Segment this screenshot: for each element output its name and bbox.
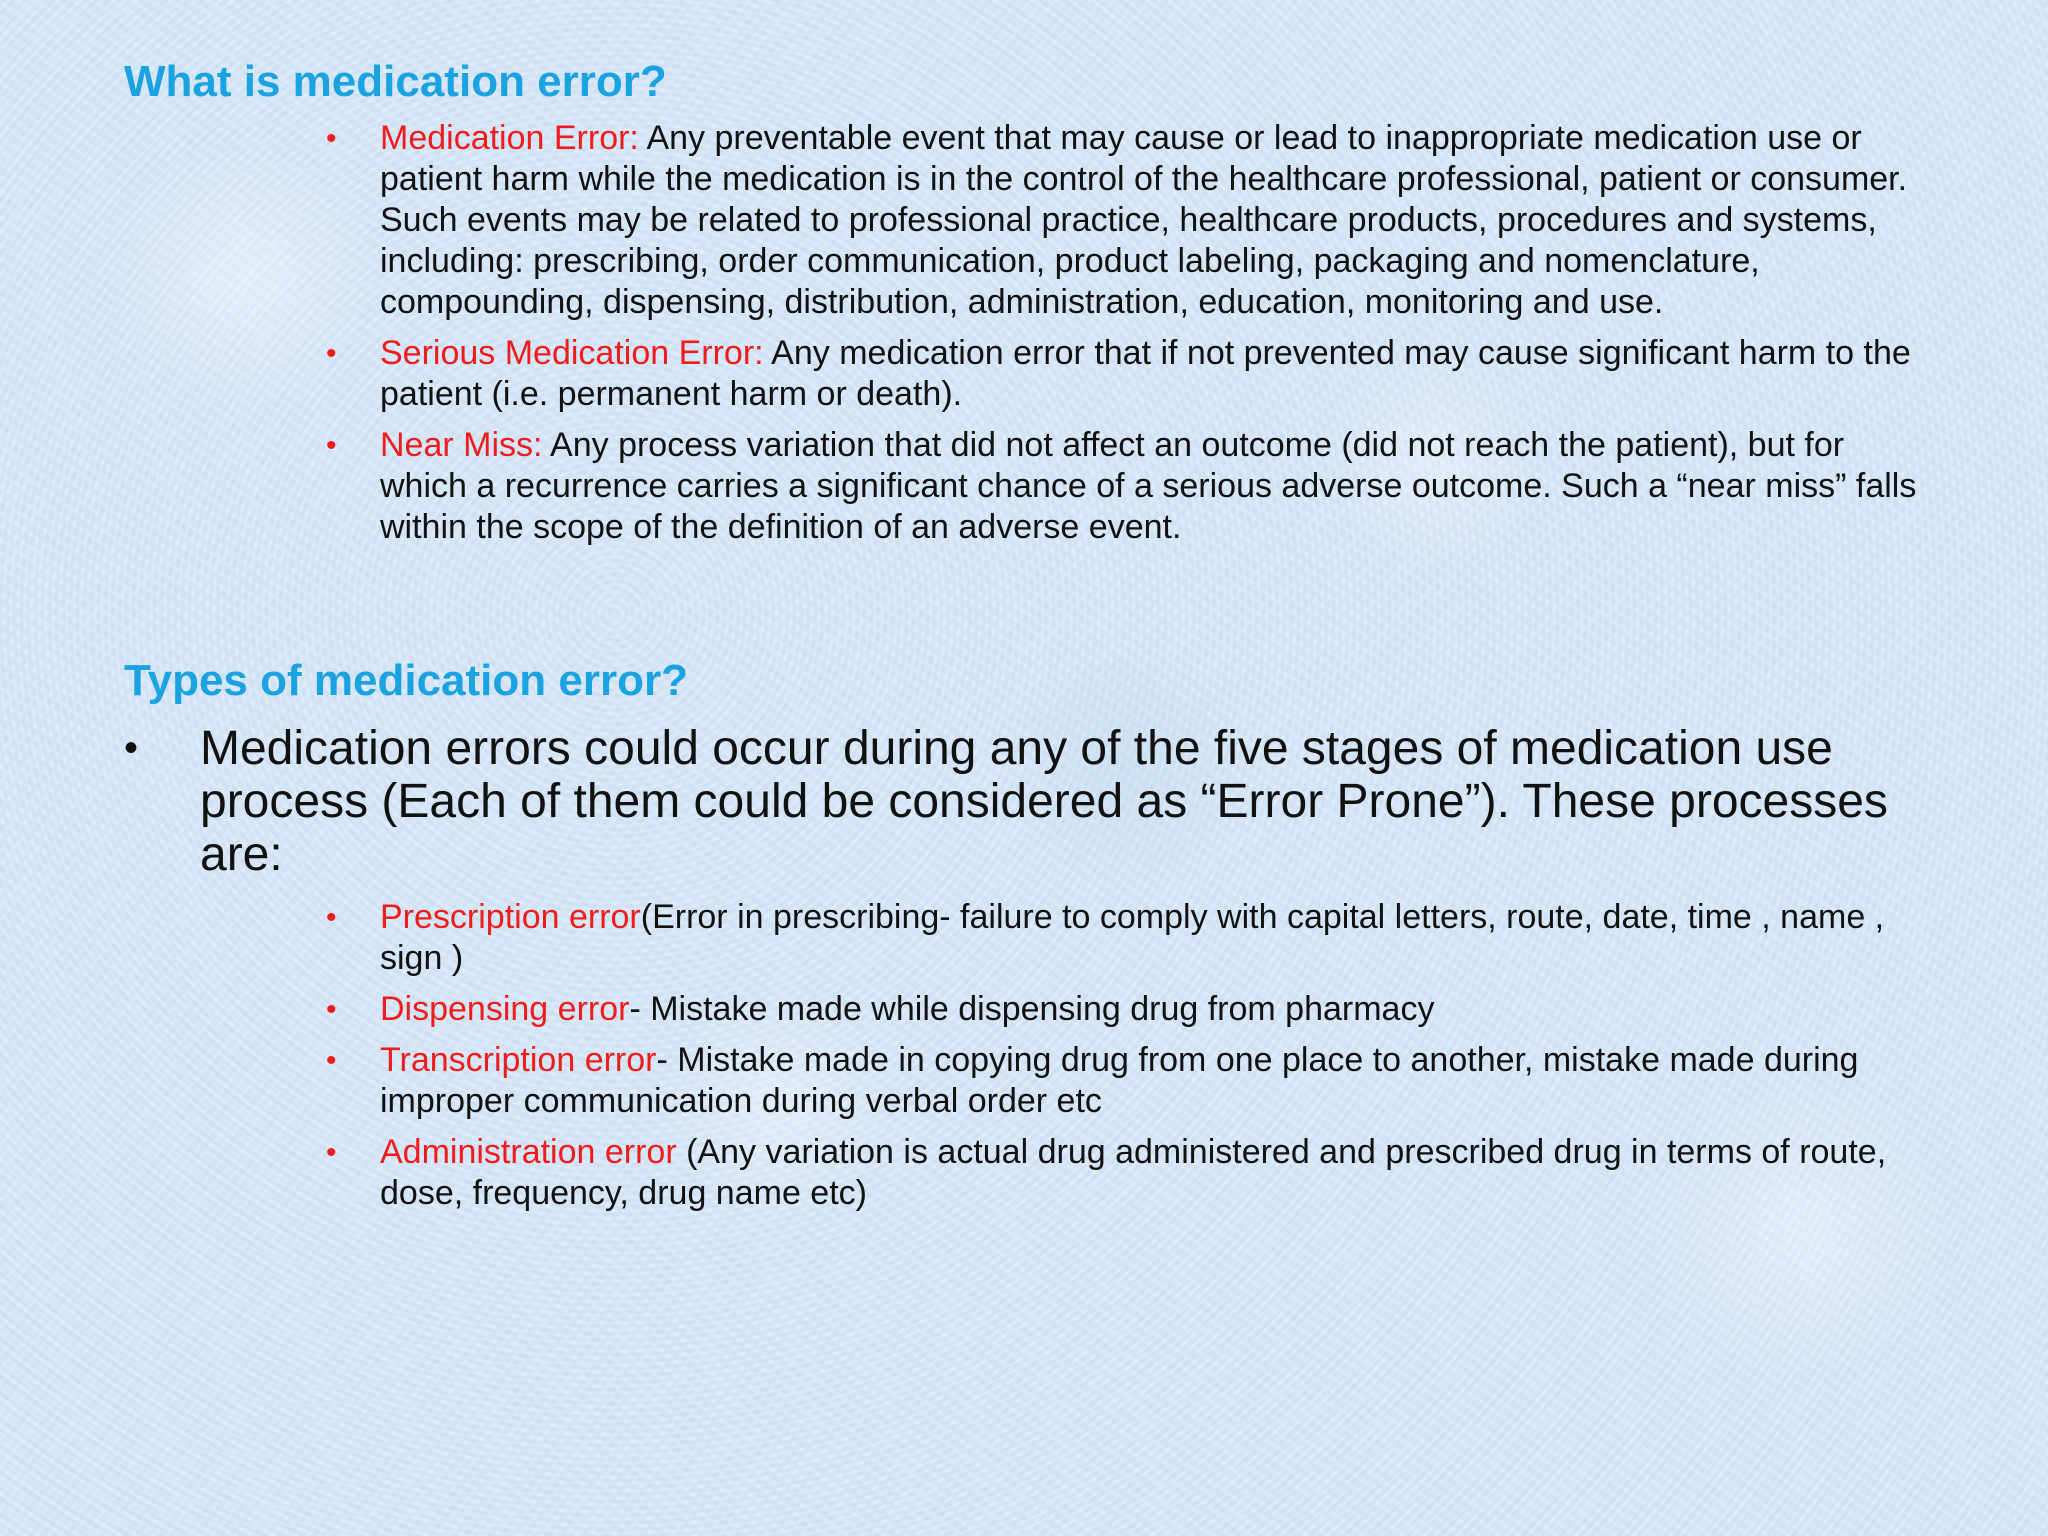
type-term: Transcription error [380, 1041, 657, 1079]
definition-text: Any medication error that if not prevented may cause significant harm to the patient (i.e. permanent harm or death). [380, 334, 1911, 413]
main-point-text: Medication errors could occur during any of the five stages of medication use process (Each of them could be considered as “Error Prone”). These processes are: [200, 722, 1888, 881]
bullet-icon: • [326, 1136, 337, 1169]
bullet-icon: • [326, 901, 337, 934]
main-point [124, 722, 1914, 881]
heading-types-of-medication-error: Types of medication error? [124, 656, 688, 705]
bullet-icon: • [326, 1044, 337, 1077]
types-list [326, 897, 1926, 1224]
type-item-transcription-error [326, 1040, 1926, 1122]
type-term: Dispensing error [380, 990, 630, 1028]
definitions-list [326, 118, 1926, 558]
bullet-icon: • [124, 726, 139, 770]
bullet-icon: • [326, 429, 337, 462]
type-text: (Error in prescribing- failure to comply with capital letters, route, date, time , name , sign ) [380, 898, 1885, 977]
type-term: Prescription error [380, 898, 641, 936]
type-item-dispensing-error [326, 989, 1926, 1030]
bullet-icon: • [326, 337, 337, 370]
definition-term: Serious Medication Error: [380, 334, 764, 372]
definition-item-medication-error [326, 118, 1926, 323]
definition-text: Any preventable event that may cause or lead to inappropriate medication use or patient harm while the medication is in the control of the healthcare professional, patient or consumer. Such events may be related to professional practice, healthcare products, procedures and systems, including: prescribing, order communication, product labeling, packaging and nomenclature, compounding, dispensing, distribution, administration, education, monitoring and use. [380, 119, 1908, 321]
type-term: Administration error [380, 1133, 677, 1171]
bullet-icon: • [326, 993, 337, 1026]
type-item-prescription-error [326, 897, 1926, 979]
type-text: - Mistake made while dispensing drug from pharmacy [629, 990, 1435, 1028]
definition-item-near-miss [326, 425, 1926, 548]
definition-item-serious-medication-error [326, 333, 1926, 415]
definition-term: Medication Error: [380, 119, 639, 157]
type-item-administration-error [326, 1132, 1926, 1214]
heading-what-is-medication-error: What is medication error? [124, 57, 667, 106]
definition-term: Near Miss: [380, 426, 543, 464]
bullet-icon: • [326, 122, 337, 155]
type-text: - Mistake made in copying drug from one place to another, mistake made during improper communication during verbal order etc [380, 1041, 1859, 1120]
type-text: (Any variation is actual drug administered and prescribed drug in terms of route, dose, frequency, drug name etc) [380, 1133, 1887, 1212]
definition-text: Any process variation that did not affect an outcome (did not reach the patient), but for which a recurrence carries a significant chance of a serious adverse outcome. Such a “near miss” falls within the scope of the definition of an adverse event. [380, 426, 1917, 546]
